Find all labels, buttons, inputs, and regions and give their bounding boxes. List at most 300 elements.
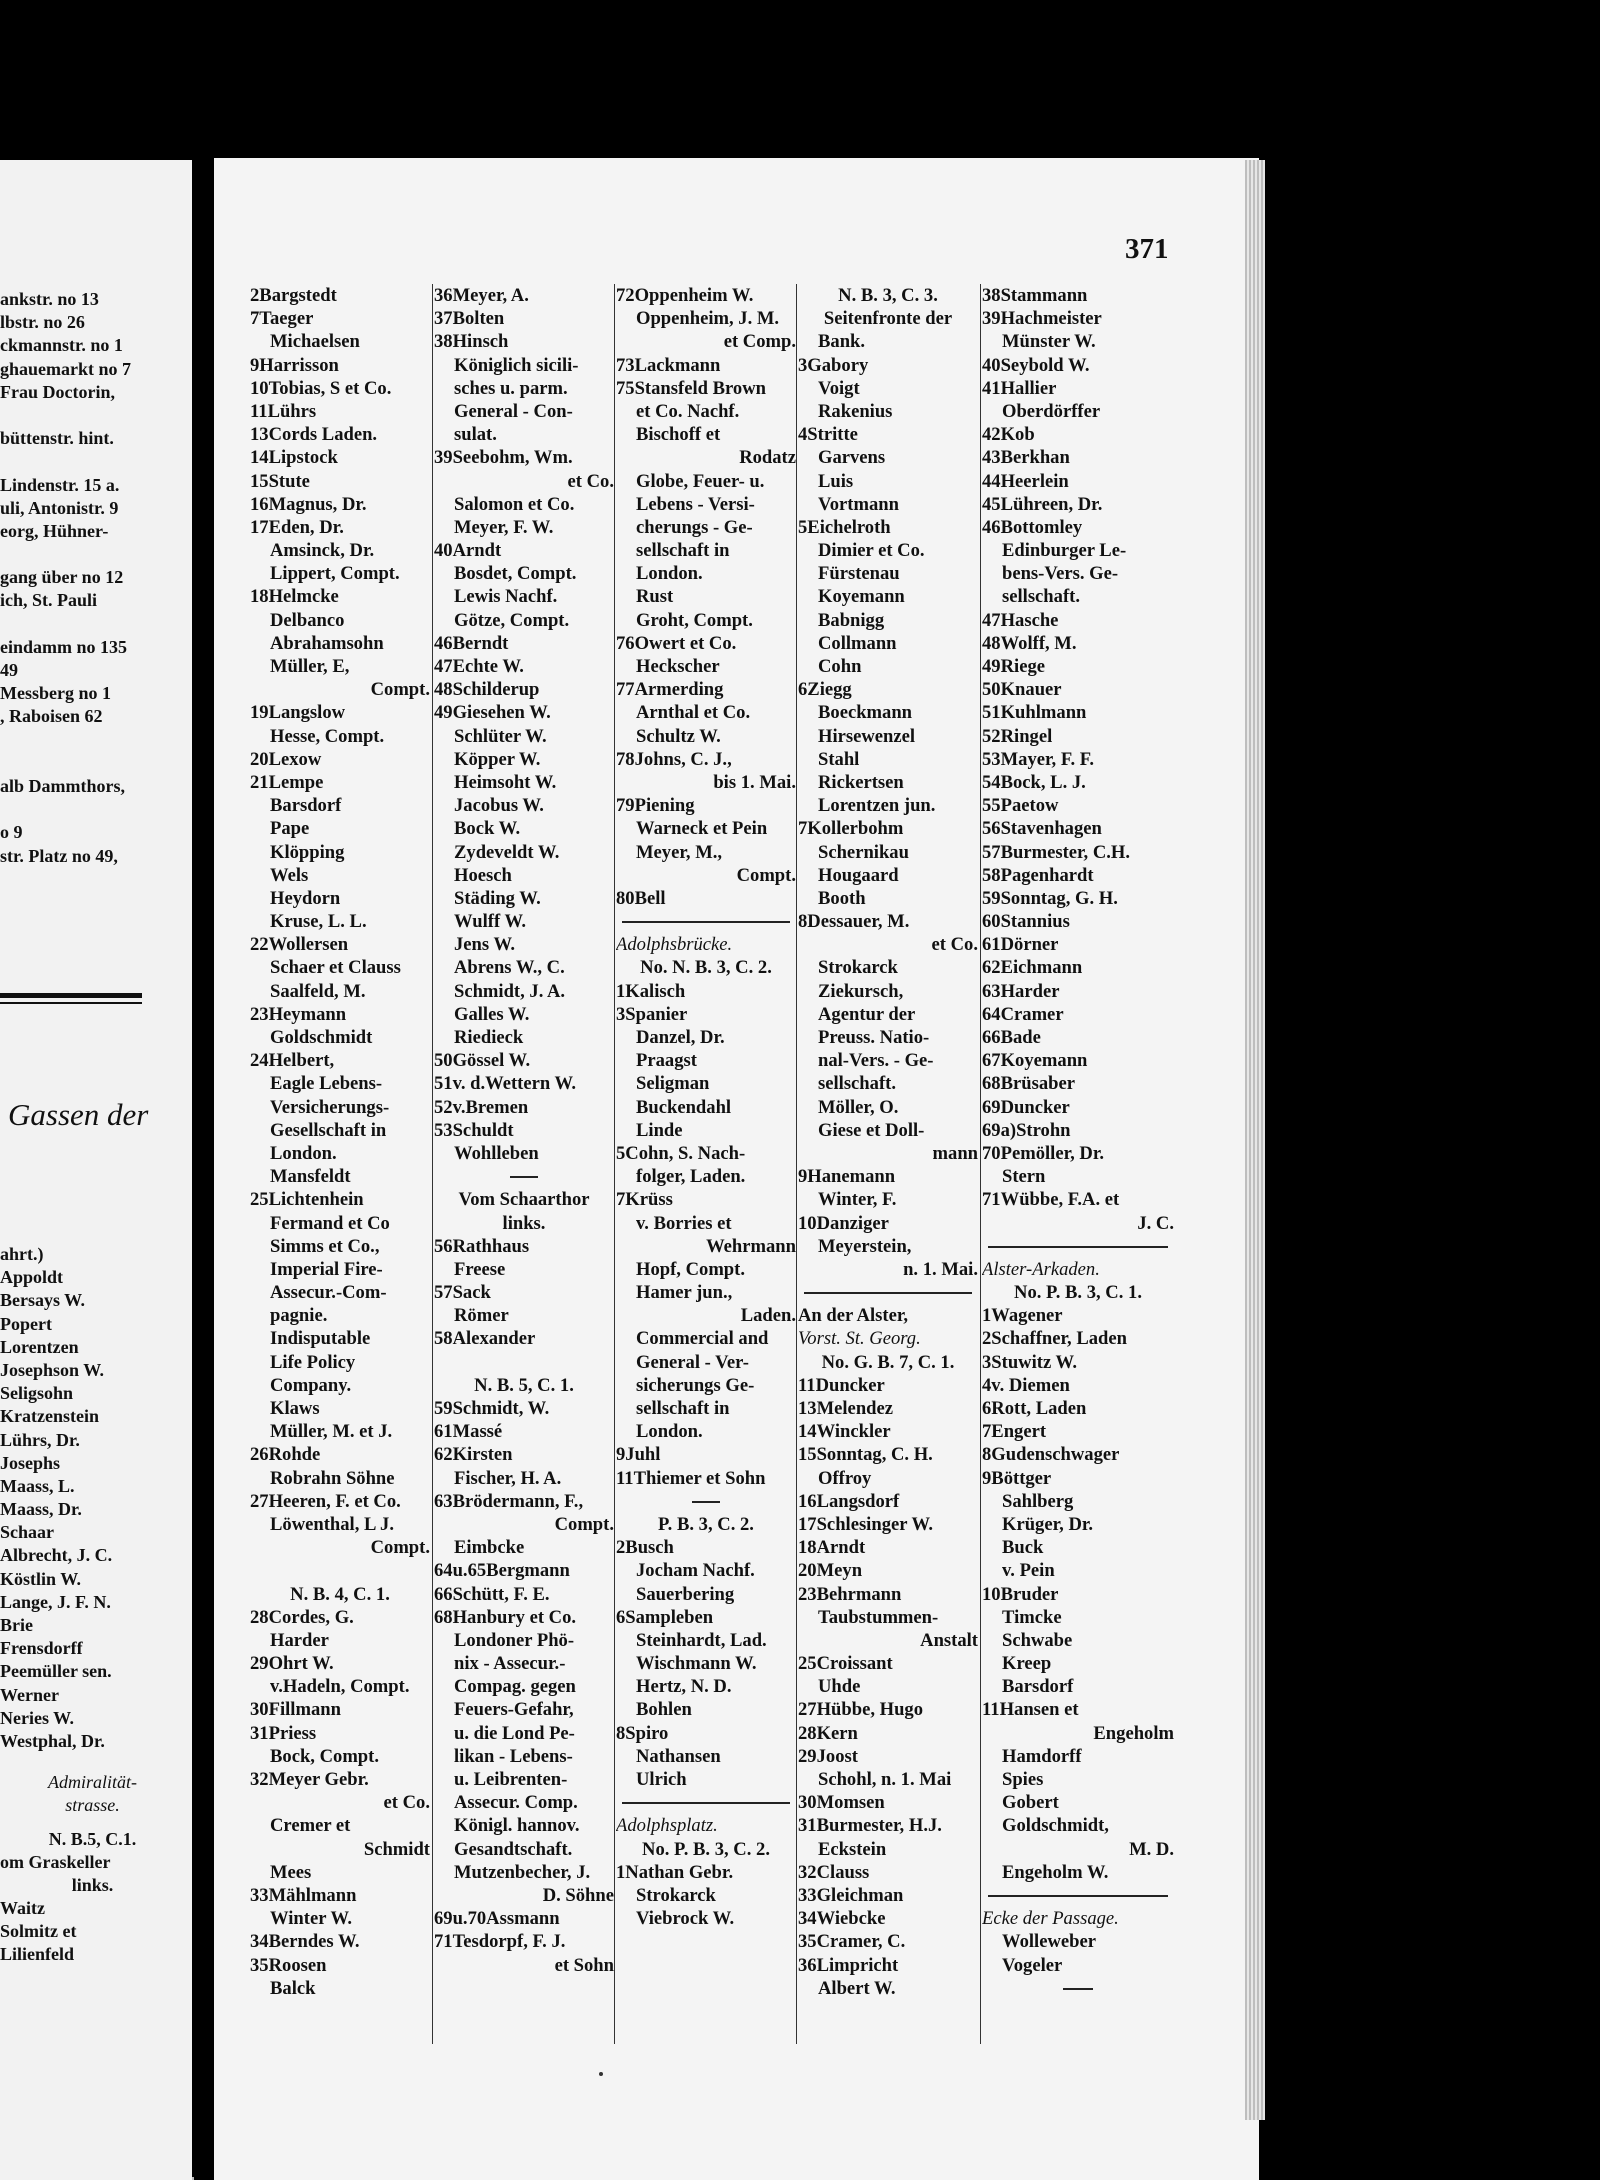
directory-entry: Compt. [736,864,796,886]
directory-entry [0,404,185,427]
directory-column-4 [798,284,978,2000]
directory-entry: Schultz W. [636,725,721,747]
directory-entry: sellschaft. [818,1073,896,1095]
directory-entry: 8Dessauer, M. [798,911,910,933]
directory-entry: Barsdorf [270,795,342,817]
directory-entry: 15Stute [250,470,310,492]
directory-entry: Ulrich [636,1769,687,1790]
directory-entry: 1Kalisch [616,980,686,1002]
directory-entry: 10Bruder [982,1583,1059,1605]
directory-entry: Freese [454,1258,506,1280]
directory-entry: 6Ziegg [798,679,852,701]
directory-entry: 68Brüsaber [982,1073,1075,1095]
directory-entry: Krüger, Dr. [1002,1513,1094,1535]
directory-entry: 11Thiemer et Sohn [616,1467,766,1489]
directory-entry: Seitenfronte der [823,308,953,330]
directory-entry: 28Kern [798,1722,858,1744]
directory-entry [0,543,185,566]
column-divider [980,284,981,2044]
directory-entry: Frensdorff [0,1638,83,1659]
directory-entry: 18Helmcke [250,586,339,608]
directory-entry: sches u. parm. [454,377,568,399]
directory-entry: ahrt.) [0,1244,44,1264]
directory-entry: 38Hinsch [434,331,509,353]
directory-entry: 17Eden, Dr. [250,516,344,538]
directory-entry: General - Ver- [636,1351,749,1373]
directory-entry: Popert [0,1313,52,1334]
directory-entry: mann [932,1142,978,1164]
directory-entry: Meyerstein, [818,1235,912,1257]
directory-entry: Cremer et [270,1815,351,1837]
directory-entry: London. [636,563,703,585]
directory-entry: 1Nathan Gebr. [616,1861,734,1883]
directory-entry: Admiralität- [48,1772,137,1793]
directory-column-1 [250,284,430,2000]
directory-entry: 39Seebohm, Wm. [434,447,573,469]
directory-entry: 73Lackmann [616,354,721,376]
directory-entry: 13Melendez [798,1398,894,1419]
directory-entry: et Co. Nachf. [636,400,740,422]
section-rule [616,910,796,933]
directory-entry: 52Ringel [982,725,1053,747]
directory-entry: 64Cramer [982,1003,1064,1025]
directory-entry: Meyer, F. W. [454,516,554,538]
directory-entry: Lorentzen jun. [818,795,936,817]
directory-entry: Robrahn Söhne [270,1467,395,1489]
directory-entry: Maass, Dr. [0,1499,82,1520]
directory-entry: Luis [818,470,854,492]
directory-entry: n. 1. Mai. [903,1258,978,1280]
directory-entry: Winter W. [270,1908,352,1930]
directory-entry: 32Clauss [798,1861,870,1883]
directory-entry: v. Pein [1002,1560,1055,1582]
directory-entry: 71Wübbe, F.A. et [982,1189,1120,1211]
directory-entry: 47Echte W. [434,656,524,677]
directory-entry: 29Joost [798,1745,858,1767]
directory-entry: bis 1. Mai. [713,771,796,793]
directory-entry: 27Heeren, F. et Co. [250,1490,401,1512]
directory-entry: 48Schilderup [434,679,540,701]
directory-entry: Fürstenau [818,563,900,585]
directory-entry: Michaelsen [270,331,360,353]
directory-entry: Vom Schaarthor [458,1189,590,1211]
directory-entry: 59Schmidt, W. [434,1398,550,1419]
directory-entry: Compt. [370,679,430,701]
directory-entry: 54Bock, L. J. [982,771,1086,793]
directory-entry: Edinburger Le- [1002,540,1127,562]
directory-entry: 49Riege [982,656,1045,677]
directory-entry: 68Hanbury et Co. [434,1606,577,1628]
directory-entry: Fermand et Co [270,1212,390,1234]
directory-entry: M. D. [1129,1838,1174,1860]
directory-entry: Abrahamsohn [270,632,384,654]
directory-entry: 5Eichelroth [798,516,891,538]
directory-entry: 78Johns, C. J., [616,748,732,770]
directory-entry: Köstlin W. [0,1568,82,1589]
column-divider [796,284,797,2044]
directory-entry: 14Winckler [798,1421,891,1443]
directory-entry: Bersays W. [0,1290,86,1311]
directory-entry: o 9 [0,822,23,843]
directory-entry: folger, Laden. [636,1166,746,1188]
street-heading: Alster-Arkaden. [982,1258,1100,1280]
directory-entry: Taubstummen- [818,1606,939,1628]
directory-entry: Kruse, L. L. [270,911,367,933]
directory-entry: Compag. gegen [454,1676,576,1698]
directory-entry: 72Oppenheim W. [616,285,754,306]
directory-entry: Kratzenstein [0,1406,99,1427]
directory-entry: Fischer, H. A. [454,1467,562,1489]
directory-entry: alb Dammthors, [0,775,125,796]
directory-entry: Company. [270,1374,352,1396]
directory-entry: ich, St. Pauli [0,590,98,611]
directory-entry [0,450,185,473]
directory-entry: 6Sampleben [616,1606,714,1628]
directory-entry: 9Böttger [982,1467,1052,1489]
directory-entry: 58Pagenhardt [982,864,1094,886]
directory-entry: 76Owert et Co. [616,632,737,654]
directory-entry: Schohl, n. 1. Mai [818,1769,952,1790]
directory-entry: Compt. [554,1513,614,1535]
left-thin-rule [0,1002,142,1004]
directory-entry: J. C. [1137,1212,1174,1234]
directory-entry: 9Harrisson [250,354,339,376]
directory-entry: Vogeler [1002,1954,1063,1976]
directory-entry: 20Meyn [798,1560,863,1582]
directory-entry: 32Meyer Gebr. [250,1769,369,1790]
directory-entry: Schernikau [818,841,909,863]
directory-entry: 75Stansfeld Brown [616,377,766,399]
directory-entry: 55Paetow [982,795,1059,817]
directory-entry: Viebrock W. [636,1908,735,1930]
directory-entry: sellschaft in [636,540,730,562]
directory-entry: Mutzenbecher, J. [454,1861,591,1883]
directory-entry: Saalfeld, M. [270,980,366,1002]
directory-entry: 14Lipstock [250,447,338,469]
directory-entry: 66Bade [982,1027,1041,1048]
directory-entry: Praagst [636,1050,697,1072]
directory-entry: 16Langsdorf [798,1490,900,1512]
directory-entry: Albrecht, J. C. [0,1545,113,1566]
directory-entry: 64u.65Bergmann [434,1560,570,1582]
directory-entry: ghauemarkt no 7 [0,358,132,379]
directory-entry: 48Wolff, M. [982,632,1077,654]
directory-entry: 11Hansen et [982,1699,1079,1721]
directory-entry: Londoner Phö- [454,1629,575,1651]
directory-entry: 62Kirsten [434,1444,513,1466]
directory-entry: London. [270,1142,337,1164]
left-block-1 [0,288,185,868]
directory-entry: No. P. B. 3, C. 1. [1014,1282,1142,1304]
directory-entry: Münster W. [1002,331,1096,353]
ink-speck [599,2072,603,2076]
directory-entry: sicherungs Ge- [636,1374,755,1396]
directory-entry: gang über no 12 [0,567,124,588]
directory-entry: An der Alster, [798,1305,909,1327]
directory-entry: 11Lührs [250,400,317,422]
directory-entry: Salomon et Co. [454,493,575,515]
directory-entry: 50Knauer [982,679,1062,701]
directory-entry: 38Stammann [982,285,1088,306]
directory-entry: Wohlleben [454,1142,539,1164]
directory-entry: 3Gabory [798,354,869,376]
street-heading: Ecke der Passage. [982,1908,1119,1930]
directory-entry: Simms et Co., [270,1235,380,1257]
directory-entry: 63Brödermann, F., [434,1490,584,1512]
directory-entry: 44Heerlein [982,470,1069,492]
directory-entry: 60Stannius [982,911,1070,933]
directory-entry: 33Mählmann [250,1884,357,1906]
directory-entry: Goldschmidt, [1002,1815,1109,1837]
directory-entry: Seligsohn [0,1383,74,1404]
directory-entry: 23Heymann [250,1003,347,1025]
directory-entry: Lange, J. F. N. [0,1591,111,1612]
directory-entry: Dimier et Co. [818,540,925,562]
directory-entry: Hamer jun., [636,1282,733,1304]
directory-entry: Lindenstr. 15 a. [0,474,120,495]
page-edge [1245,160,1265,2120]
directory-entry: 41Hallier [982,377,1057,399]
directory-entry: om Graskeller [0,1851,111,1872]
directory-entry: Appoldt [0,1267,64,1288]
directory-column-2 [434,284,614,1977]
directory-entry: Schaar [0,1522,54,1543]
directory-entry: 10Danziger [798,1212,889,1234]
directory-entry: Römer [454,1305,509,1327]
directory-entry [434,1351,614,1374]
directory-entry: 40Arndt [434,540,502,562]
directory-entry: N. B. 4, C. 1. [290,1583,390,1605]
directory-entry: Koyemann [818,586,905,608]
directory-entry: Harder [270,1629,329,1651]
directory-entry: No. N. B. 3, C. 2. [640,957,772,979]
directory-entry: Steinhardt, Lad. [636,1629,767,1651]
directory-entry: Barsdorf [1002,1676,1074,1698]
directory-entry: Josephson W. [0,1359,105,1380]
directory-entry: Imperial Fire- [270,1258,383,1280]
directory-entry: 57Burmester, C.H. [982,841,1131,863]
directory-entry: Rakenius [818,400,893,422]
directory-entry: Müller, E, [270,656,350,677]
section-rule [982,1884,1174,1907]
directory-entry: Klaws [270,1398,320,1419]
directory-entry: Möller, O. [818,1096,899,1118]
directory-entry: 69Duncker [982,1096,1070,1118]
directory-entry: 7Taeger [250,308,314,330]
directory-entry: 25Lichtenhein [250,1189,364,1211]
directory-entry: Lührs, Dr. [0,1429,80,1450]
directory-entry: Indisputable [270,1328,371,1350]
directory-entry: 26Rohde [250,1444,321,1466]
directory-entry: 25Croissant [798,1653,893,1675]
directory-entry [0,613,185,636]
directory-entry: Götze, Compt. [454,609,570,631]
directory-entry: pagnie. [270,1305,328,1327]
directory-entry: Gesandtschaft. [454,1838,573,1860]
directory-entry: 4Stritte [798,424,858,446]
directory-entry: Goldschmidt [270,1027,373,1048]
directory-entry: 27Hübbe, Hugo [798,1699,924,1721]
directory-entry: 46Berndt [434,632,509,654]
directory-entry: Gesellschaft in [270,1119,387,1141]
directory-entry: Waitz [0,1898,45,1919]
directory-entry: Messberg no 1 [0,683,111,704]
column-divider [614,284,615,2044]
directory-entry: 2Schaffner, Laden [982,1328,1127,1350]
directory-entry: Lilienfeld [0,1944,75,1965]
directory-entry: Balck [270,1977,316,1999]
directory-entry: Laden. [740,1305,796,1327]
directory-entry: Assecur.-Com- [270,1282,387,1304]
directory-entry: Kreep [1002,1653,1052,1675]
directory-entry: Schaer et Clauss [270,957,401,979]
directory-entry: Jens W. [454,934,515,956]
directory-entry: Abrens W., C. [454,957,565,979]
directory-entry: 80Bell [616,887,666,909]
directory-entry: v. Borries et [636,1212,732,1234]
short-dash [616,1490,796,1513]
directory-entry: Wolleweber [1002,1931,1096,1953]
directory-entry: u. die Lond Pe- [454,1722,575,1744]
book-gutter [192,0,214,2177]
directory-entry: 23Behrmann [798,1583,902,1605]
directory-entry: likan - Lebens- [454,1745,573,1767]
directory-entry: Babnigg [818,609,885,631]
directory-entry: Peemüller sen. [0,1661,112,1682]
directory-entry: 40Seybold W. [982,354,1090,376]
directory-entry: 5Cohn, S. Nach- [616,1142,746,1164]
directory-entry: 70Pemöller, Dr. [982,1142,1105,1164]
directory-entry: Engeholm [1093,1722,1174,1744]
directory-entry: Heimsoht W. [454,771,557,793]
directory-entry: Jacobus W. [454,795,544,817]
directory-entry: Bock, Compt. [270,1745,379,1767]
directory-entry: eindamm no 135 [0,636,128,657]
directory-entry: sellschaft. [1002,586,1080,608]
directory-entry: links. [71,1874,114,1895]
directory-entry: Oppenheim, J. M. [636,308,780,330]
directory-entry: links. [502,1212,546,1234]
directory-entry: 13Cords Laden. [250,424,378,446]
directory-entry: 29Ohrt W. [250,1653,334,1675]
directory-entry: Stern [1002,1166,1046,1188]
directory-entry: et Co. [383,1792,430,1814]
directory-entry: Köpper W. [454,748,541,770]
directory-entry: str. Platz no 49, [0,845,118,866]
directory-entry: Giese et Doll- [818,1119,925,1141]
directory-entry: et Sohn [554,1954,614,1976]
directory-entry: 35Roosen [250,1954,327,1976]
directory-entry: Oberdörffer [1002,400,1101,422]
directory-entry: Josephs [0,1452,61,1473]
directory-entry: bens-Vers. Ge- [1002,563,1119,585]
directory-entry: Linde [636,1119,683,1141]
directory-entry: eorg, Hühner- [0,520,109,541]
directory-entry: 58Alexander [434,1328,536,1350]
directory-entry: büttenstr. hint. [0,428,114,449]
directory-entry: Galles W. [454,1003,530,1025]
directory-entry: Lippert, Compt. [270,563,400,585]
directory-entry: Hougaard [818,864,899,886]
directory-entry: 9Juhl [616,1444,661,1466]
directory-entry: Delbanco [270,609,345,631]
directory-entry: Frau Doctorin, [0,381,115,402]
directory-entry: Löwenthal, L J. [270,1513,394,1535]
directory-entry: 18Arndt [798,1537,866,1559]
directory-entry: 62Eichmann [982,957,1083,979]
directory-entry: No. P. B. 3, C. 2. [642,1838,770,1860]
directory-entry: Agentur der [818,1003,916,1025]
directory-entry: Klöpping [270,841,345,863]
directory-entry: 50Gössel W. [434,1050,531,1072]
directory-entry: 11Duncker [798,1374,885,1396]
directory-entry: General - Con- [454,400,573,422]
directory-entry: 8Spiro [616,1722,669,1744]
directory-entry: Mees [270,1861,312,1883]
directory-entry: Heckscher [636,656,720,677]
directory-entry: Eimbcke [454,1537,525,1559]
directory-entry: Heydorn [270,887,341,909]
directory-entry: nal-Vers. - Ge- [818,1050,934,1072]
directory-entry: 39Hachmeister [982,308,1102,330]
directory-entry: Ziekursch, [818,980,904,1002]
directory-entry: 71Tesdorpf, F. J. [434,1931,566,1953]
directory-entry: 49 [0,660,18,680]
directory-entry: 21Lempe [250,771,324,793]
directory-entry: 36Limpricht [798,1954,899,1976]
directory-entry: Engeholm W. [1002,1861,1109,1883]
directory-entry: Life Policy [270,1351,356,1373]
left-block-3 [0,1828,185,1967]
directory-entry: Müller, M. et J. [270,1421,393,1443]
directory-entry: 34Berndes W. [250,1931,360,1953]
directory-entry: Wischmann W. [636,1653,757,1675]
directory-entry: Städing W. [454,887,541,909]
directory-entry: v.Hadeln, Compt. [270,1676,410,1698]
directory-entry: 61Massé [434,1421,503,1443]
directory-entry: Gobert [1002,1792,1059,1814]
directory-entry: Vortmann [818,493,899,515]
directory-entry: Groht, Compt. [636,609,753,631]
directory-entry: 45Lühreen, Dr. [982,493,1103,515]
directory-entry: 43Berkhan [982,447,1070,469]
directory-entry: Hopf, Compt. [636,1258,745,1280]
directory-entry: Cohn [818,656,862,677]
directory-entry: Albert W. [818,1977,896,1999]
directory-entry: 6Rott, Laden [982,1398,1087,1419]
directory-entry: 51v. d.Wettern W. [434,1073,577,1095]
directory-entry: London. [636,1421,703,1443]
directory-entry: Lewis Nachf. [454,586,558,608]
section-rule [982,1235,1174,1258]
street-heading: Adolphsplatz. [616,1815,718,1837]
directory-entry: 56Stavenhagen [982,818,1102,840]
directory-entry: et Comp. [723,331,796,353]
directory-entry: Warneck et Pein [636,818,768,840]
directory-entry: Hesse, Compt. [270,725,385,747]
directory-entry [0,729,185,752]
directory-entry: 24Helbert, [250,1050,335,1072]
directory-entry: Westphal, Dr. [0,1730,105,1751]
directory-column-5 [982,284,1174,2000]
directory-entry: sulat. [454,424,497,446]
directory-entry: Zydeveldt W. [454,841,560,863]
directory-entry: et Co. [931,934,978,956]
directory-entry: Feuers-Gefahr, [454,1699,574,1721]
directory-entry: Lorentzen [0,1336,79,1357]
directory-entry: 30Momsen [798,1792,885,1814]
directory-entry: Solmitz et [0,1921,77,1942]
